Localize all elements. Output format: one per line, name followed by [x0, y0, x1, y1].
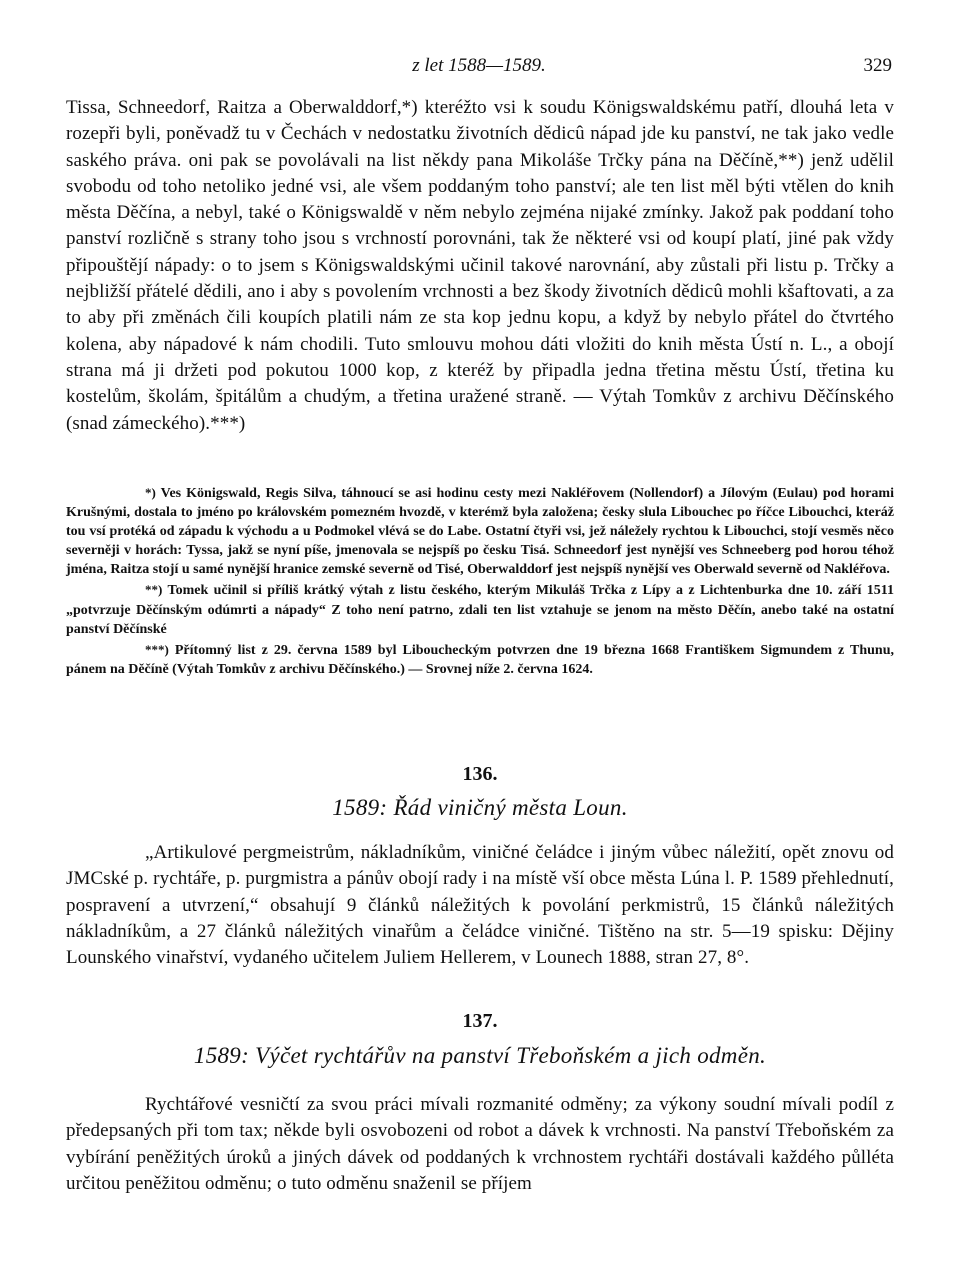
section-number: 137.	[462, 1010, 498, 1032]
footnote-3	[66, 640, 894, 679]
section-paragraph: „Artikulové pergmeistrům, nákladníkům, viničné čeládce i jiným vůbec náležití, opět znovu od JMCské p. rychtáře, p. purgmistra a pánův obojí rady i na místě vší obce města Lúna l. P. 1589 přehlednutí, pospravení a utvrzení,“ obsahují 9 článků náležitých k povolání perkmistrů, 15 článků náležitých nákladníkům, a 27 článků náležitých vinařům a čeládce viničné. Tištěno na str. 5—19 spisku: Dějiny Lounského vinařství, vydaného učitelem Juliem Hellerem, v Lounech 1888, stran 27, 8°.	[66, 842, 894, 969]
section-title: 1589: Výčet rychtářův na panství Třeboňském a jich odměn.	[193, 1043, 767, 1068]
body-paragraph: Tissa, Schneedorf, Raitza a Oberwalddorf,*) kteréžto vsi k soudu Königswaldskému patří, dlouhá leta v rozepři byli, poněvadž tu v Čechách v nedostatku životních dědicû nápad jde ku panství, ne tak jako vedle saského práva. oni pak se povolávali na list někdy pana Mikoláše Trčky pána na Děčíně,**) jenž udělil svobodu od toho netoliko jedné vsi, ale všem poddaným toho panství; ale ten list měl býti vtělen do knih města Děčína, a nebyl, také o Königswaldě v něm nebylo zejména nijaké zmínky. Jakož pak poddaní toho panství rozličně s strany toho jsou s vrchností porovnáni, tak že některé vsi od koupí platí, jiné pak vždy připouštějí nápady: o to jsem s Königswaldskými učinil takové narovnání, aby zůstali při listu p. Trčky a nejbližší přátelé dědili, ano i aby s povolením vrchnosti a bez škody životních dědicû mohli kšaftovati, a za to aby při změnách čili koupích platili nám ze sta kop jednu kopu, a když by nebylo přátel do čtvrtého kolena, aby nápadové k nám chodili. Tuto smlouvu mohou dáti vložiti do knih města Ústí n. L., a obojí strana má ji držeti pod pokutou 1000 kop, z kteréž by připadla jedna třetina městu Ústí, třetina ku kostelům, školám, špitálům a chudým, a třetina uražené straně. — Výtah Tomkův z archivu Děčínského (snad zámeckého).***)	[66, 97, 894, 434]
section-136-body	[66, 840, 894, 971]
running-title: z let 1588—1589.	[412, 55, 546, 76]
footnote-mark: **)	[145, 582, 163, 598]
footnote-text: Ves Königswald, Regis Silva, táhnoucí se asi hodinu cesty mezi Nakléřovem (Nollendorf) a Jílovým (Eulau) pod horami Krušnými, dostala to jméno po královském pomezném hvozdě, v kterémž byla založena; česky slula Libouchec po říčce Libouchci, kteráž tou vsí protéká od západu k východu a u Podmokel vlévá se do Labe. Ostatní čtyři vsi, jež náležely rychtou k Libouchci, stojí vesměs něco severněji v horách: Tyssa, jakž se nyní píše, jmenovala se nejspíš po česku Tisá. Schneedorf jest nynější ves Schneeberg pod horou téhož jména, Raitza stojí u samé nynější hranice zemské severně od Tisé, Oberwalddorf jest nejspíš nynější ves Oberwald severně od Nakléřova.	[66, 486, 894, 578]
section-137-body	[66, 1092, 894, 1197]
footnote-text: Přítomný list z 29. června 1589 byl Liboucheckým potvrzen dne 19 března 1668 Františkem Sigmundem z Thunu, pánem na Děčíně (Výtah Tomkův z archivu Děčínského.) — Srovnej níže 2. června 1624.	[66, 642, 894, 677]
page-number: 329	[863, 55, 892, 76]
footnotes	[66, 483, 894, 679]
section-number: 136.	[462, 763, 498, 785]
footnote-text: Tomek učinil si příliš krátký výtah z listu českého, kterým Mikuláš Trčka z Lípy a z Lichtenburka dne 10. září 1511 „potvrzuje Děčínským odúmrti a nápady“ Z toho není patrno, zdali ten list vztahuje se jenom na město Děčín, anebo také na ostatní panství Děčínské	[66, 583, 894, 637]
section-title: 1589: Řád viničný města Loun.	[332, 795, 628, 820]
footnote-mark: ***)	[145, 641, 169, 657]
section-paragraph: Rychtářové vesničtí za svou práci mívali rozmanité odměny; za výkony soudní mívali podíl z předepsaných při tom tax; někde byli osvobozeni od robot a dávek k vrchnosti. Na panství Třeboňském za vybírání peněžitých úroků a jiných dávek od poddaných k vrchnostem rychtáři dostávali každého půlléta určitou peněžitou odměnu; o tuto odměnu snaženil se příjem	[66, 1094, 894, 1194]
footnote-2	[66, 580, 894, 638]
main-body	[66, 95, 894, 437]
footnote-1	[66, 483, 894, 579]
page-header	[66, 55, 892, 83]
footnote-mark: *)	[145, 485, 156, 500]
